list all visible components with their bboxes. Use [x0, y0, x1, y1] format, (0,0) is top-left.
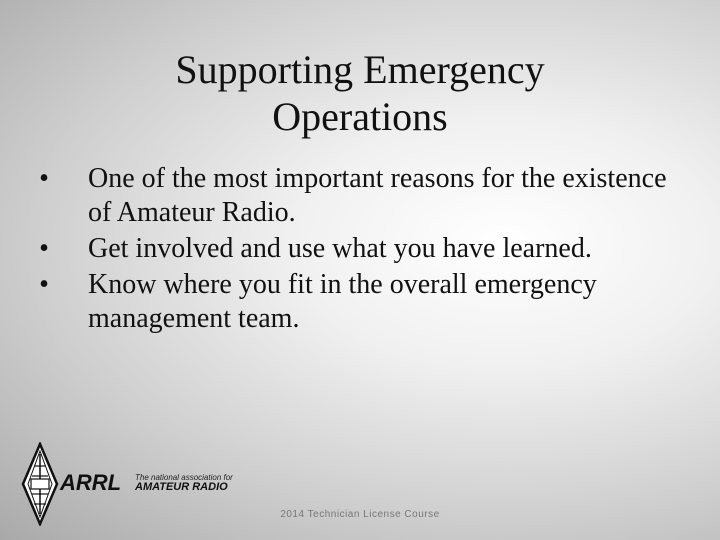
bullet-list — [28, 162, 688, 338]
arrl-wordmark: ARRL — [60, 470, 122, 495]
bullet-item — [28, 162, 688, 230]
bullet-text: One of the most important reasons for the existence of Amateur Radio. — [88, 163, 667, 228]
arrl-tagline-large: AMATEUR RADIO — [135, 481, 228, 493]
bullet-dot: • — [39, 269, 49, 300]
bullet-dot: • — [39, 233, 49, 264]
slide-title — [60, 46, 660, 140]
arrl-diamond-emblem-icon — [20, 442, 60, 526]
bullet-item — [28, 232, 688, 266]
slide-title-line-2: Operations — [272, 94, 448, 139]
bullet-text: Know where you fit in the overall emergency management team. — [88, 269, 597, 334]
slide-footer: 2014 Technician License Course — [280, 509, 440, 520]
slide-title-line-1: Supporting Emergency — [175, 47, 545, 92]
arrl-logo — [20, 442, 240, 526]
arrl-tagline-small: The national association for — [135, 473, 233, 482]
bullet-text: Get involved and use what you have learned. — [88, 233, 592, 264]
bullet-item — [28, 268, 688, 336]
bullet-dot: • — [39, 163, 49, 194]
